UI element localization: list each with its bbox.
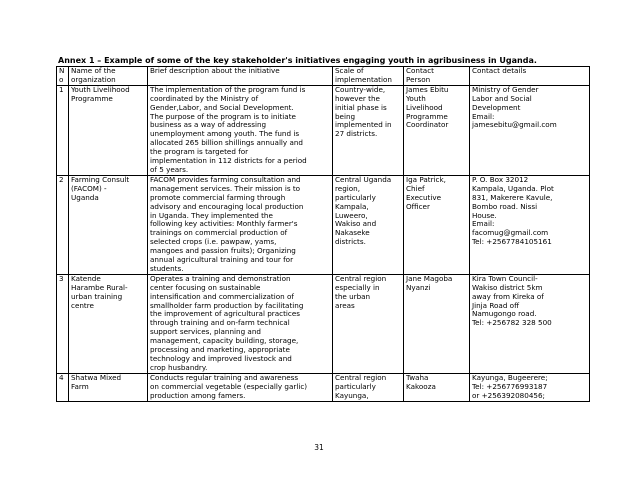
description-line: implementation in 112 districts for a period xyxy=(150,156,307,166)
description-line: of 5 years. xyxy=(150,164,189,174)
header-scale xyxy=(333,67,404,86)
contact-details-cell xyxy=(470,274,590,373)
contact-person-line: Kakooza xyxy=(406,381,436,391)
description-line: in Uganda. They implemented the xyxy=(150,210,273,220)
description-cell xyxy=(148,373,333,401)
contact-person-line: Programme xyxy=(406,111,448,121)
scale-line: Luweero, xyxy=(335,210,368,220)
contact-person-line: Livelihood xyxy=(406,102,443,112)
organization-name-line: urban training xyxy=(71,291,123,301)
header-description xyxy=(148,67,333,86)
contact-details-line: Namugongo road. xyxy=(472,309,537,319)
contact-details-line: House. xyxy=(472,210,497,220)
scale-line: however the xyxy=(335,93,380,103)
header-line: Name of the xyxy=(71,66,116,75)
description-line: The purpose of the program is to initiate xyxy=(150,111,296,121)
contact-details-line: away from Kireka of xyxy=(472,291,544,301)
table-row xyxy=(57,175,590,274)
organization-name-line: Shatwa Mixed xyxy=(71,373,122,382)
scale-line: areas xyxy=(335,300,355,310)
header-line: o xyxy=(59,74,64,84)
table-row xyxy=(57,373,590,401)
description-line: allocated 265 billion shillings annually and xyxy=(150,138,303,148)
scale-line: Kayunga, xyxy=(335,390,369,400)
description-line: coordinated by the Ministry of xyxy=(150,93,259,103)
contact-details-cell xyxy=(470,175,590,274)
description-line: support services, planning and xyxy=(150,327,261,337)
organization-name-line: (FACOM) - xyxy=(71,183,107,193)
organization-name-cell xyxy=(69,274,148,373)
description-cell xyxy=(148,85,333,175)
header-contact-person xyxy=(404,67,470,86)
header-line: Contact details xyxy=(472,66,527,75)
header-contact-details xyxy=(470,67,590,86)
description-line: the improvement of agricultural practices xyxy=(150,309,301,319)
row-number-line: 1 xyxy=(59,85,64,94)
scale-line: especially in xyxy=(335,282,380,292)
scale-line: Central region xyxy=(335,373,387,382)
contact-person-line: Twaha xyxy=(406,373,429,382)
contact-person-line: Officer xyxy=(406,201,430,211)
scale-line: Central region xyxy=(335,274,387,283)
organization-name-line: Farm xyxy=(71,381,89,391)
organization-name-line: Farming Consult xyxy=(71,175,130,184)
description-line: management services. Their mission is to xyxy=(150,183,301,193)
header-organization xyxy=(69,67,148,86)
description-line: promote commercial farming through xyxy=(150,192,286,202)
scale-cell xyxy=(333,373,404,401)
contact-person-line: Youth xyxy=(406,93,426,103)
scale-line: districts. xyxy=(335,237,366,247)
header-line: N xyxy=(59,66,65,75)
scale-line: particularly xyxy=(335,192,376,202)
contact-details-line: Bombo road. Nissi xyxy=(472,201,538,211)
description-line: unemployment among youth. The fund is xyxy=(150,129,300,139)
header-line: Person xyxy=(406,74,431,84)
scale-line: region, xyxy=(335,183,361,193)
contact-person-cell xyxy=(404,373,470,401)
contact-details-line: Email: xyxy=(472,111,495,121)
contact-details-line: P. O. Box 32012 xyxy=(472,175,529,184)
contact-person-line: Executive xyxy=(406,192,441,202)
row-number-cell xyxy=(57,274,69,373)
scale-line: the urban xyxy=(335,291,371,301)
contact-person-line: Chief xyxy=(406,183,425,193)
page-number: 31 xyxy=(314,443,324,452)
contact-details-line: Kampala, Uganda. Plot xyxy=(472,183,554,193)
scale-line: particularly xyxy=(335,381,376,391)
description-line: Conducts regular training and awareness xyxy=(150,373,299,382)
header-line: implementation xyxy=(335,74,392,84)
organization-name-cell xyxy=(69,85,148,175)
contact-person-line: Iga Patrick, xyxy=(406,175,446,184)
table-body xyxy=(57,85,590,401)
row-number-cell xyxy=(57,85,69,175)
description-line: crop husbandry. xyxy=(150,362,208,372)
description-line: Gender,Labor, and Social Development. xyxy=(150,102,294,112)
table-row xyxy=(57,274,590,373)
row-number-line: 4 xyxy=(59,373,64,382)
contact-details-line: Tel: +256782 328 500 xyxy=(472,318,552,328)
organization-name-cell xyxy=(69,373,148,401)
contact-details-line: or +256392080456; xyxy=(472,390,545,400)
table-header-row xyxy=(57,67,590,86)
header-line: Brief description about the initiative xyxy=(150,66,280,75)
description-line: students. xyxy=(150,263,184,273)
description-line: processing and marketing, appropriate xyxy=(150,345,290,355)
description-line: following key activities: Monthly farmer's xyxy=(150,219,298,229)
description-line: technology and improved livestock and xyxy=(150,354,292,363)
scale-line: initial phase is xyxy=(335,102,387,112)
scale-cell xyxy=(333,85,404,175)
description-line: selected crops (i.e. pawpaw, yams, xyxy=(150,237,277,247)
contact-person-cell xyxy=(404,274,470,373)
organization-name-line: Uganda xyxy=(71,192,99,202)
contact-person-cell xyxy=(404,85,470,175)
organization-name-line: Katende xyxy=(71,274,101,283)
contact-details-line: Jinja Road off xyxy=(472,300,520,310)
description-line: smallholder farm production by facilitating xyxy=(150,300,304,310)
scale-line: being xyxy=(335,111,356,121)
contact-details-line: Ministry of Gender xyxy=(472,85,539,94)
contact-details-line: Kira Town Council- xyxy=(472,274,538,283)
description-cell xyxy=(148,175,333,274)
header-no xyxy=(57,67,69,86)
organization-name-line: Harambe Rural- xyxy=(71,282,128,292)
description-line: on commercial vegetable (especially garlic) xyxy=(150,381,308,391)
organization-name-line: centre xyxy=(71,300,94,310)
contact-person-line: James Ebitu xyxy=(406,85,449,94)
contact-details-line: Kayunga, Bugeerere; xyxy=(472,373,548,382)
contact-details-line: 831, Makerere Kavule, xyxy=(472,192,553,202)
description-line: trainings on commercial production of xyxy=(150,228,288,238)
description-line: management, capacity building, storage, xyxy=(150,336,299,346)
stakeholder-table xyxy=(56,66,590,402)
contact-details-line: Email: xyxy=(472,219,495,229)
scale-cell xyxy=(333,175,404,274)
scale-line: implemented in xyxy=(335,120,392,130)
contact-person-cell xyxy=(404,175,470,274)
organization-name-cell xyxy=(69,175,148,274)
contact-details-line: facomug@gmail.com xyxy=(472,228,549,238)
description-line: Operates a training and demonstration xyxy=(150,274,291,283)
scale-cell xyxy=(333,274,404,373)
description-line: The implementation of the program fund is xyxy=(150,85,306,94)
contact-details-line: jamesebitu@gmail.com xyxy=(472,120,557,130)
contact-person-line: Coordinator xyxy=(406,120,449,130)
row-number-line: 2 xyxy=(59,175,64,184)
row-number-cell xyxy=(57,373,69,401)
contact-details-line: Labor and Social xyxy=(472,93,532,103)
scale-line: Central Uganda xyxy=(335,175,392,184)
contact-person-line: Nyanzi xyxy=(406,282,431,292)
organization-name-line: Youth Livelihood xyxy=(71,85,130,94)
scale-line: Nakaseke xyxy=(335,228,370,238)
description-line: mangoes and passion fruits); Organizing xyxy=(150,246,296,256)
contact-details-line: Tel: +2567784105161 xyxy=(472,237,552,247)
organization-name-line: Programme xyxy=(71,93,113,103)
contact-details-line: Wakiso district 5km xyxy=(472,282,543,292)
header-line: Contact xyxy=(406,66,434,75)
description-cell xyxy=(148,274,333,373)
description-line: the program is targeted for xyxy=(150,147,249,157)
annex-caption: Annex 1 – Example of some of the key stakeholder's initiatives engaging youth in agribusiness in Uganda. xyxy=(58,56,537,65)
contact-details-cell xyxy=(470,85,590,175)
contact-details-line: Tel: +256776993187 xyxy=(472,381,548,391)
description-line: production among famers. xyxy=(150,390,246,400)
scale-line: Country-wide, xyxy=(335,85,386,94)
row-number-cell xyxy=(57,175,69,274)
header-line: Scale of xyxy=(335,66,364,75)
contact-details-cell xyxy=(470,373,590,401)
scale-line: 27 districts. xyxy=(335,129,378,139)
row-number-line: 3 xyxy=(59,274,64,283)
description-line: annual agricultural training and tour for xyxy=(150,255,294,265)
description-line: business as a way of addressing xyxy=(150,120,267,130)
scale-line: Kampala, xyxy=(335,201,369,211)
description-line: FACOM provides farming consultation and xyxy=(150,175,301,184)
description-line: through training and on-farm technical xyxy=(150,318,290,328)
table-row xyxy=(57,85,590,175)
contact-person-line: Jane Magoba xyxy=(406,274,453,283)
description-line: advisory and encouraging local production xyxy=(150,201,304,211)
contact-details-line: Development xyxy=(472,102,521,112)
description-line: center focusing on sustainable xyxy=(150,282,261,292)
description-line: intensification and commercialization of xyxy=(150,291,294,301)
scale-line: Wakiso and xyxy=(335,219,377,229)
header-line: organization xyxy=(71,74,116,84)
